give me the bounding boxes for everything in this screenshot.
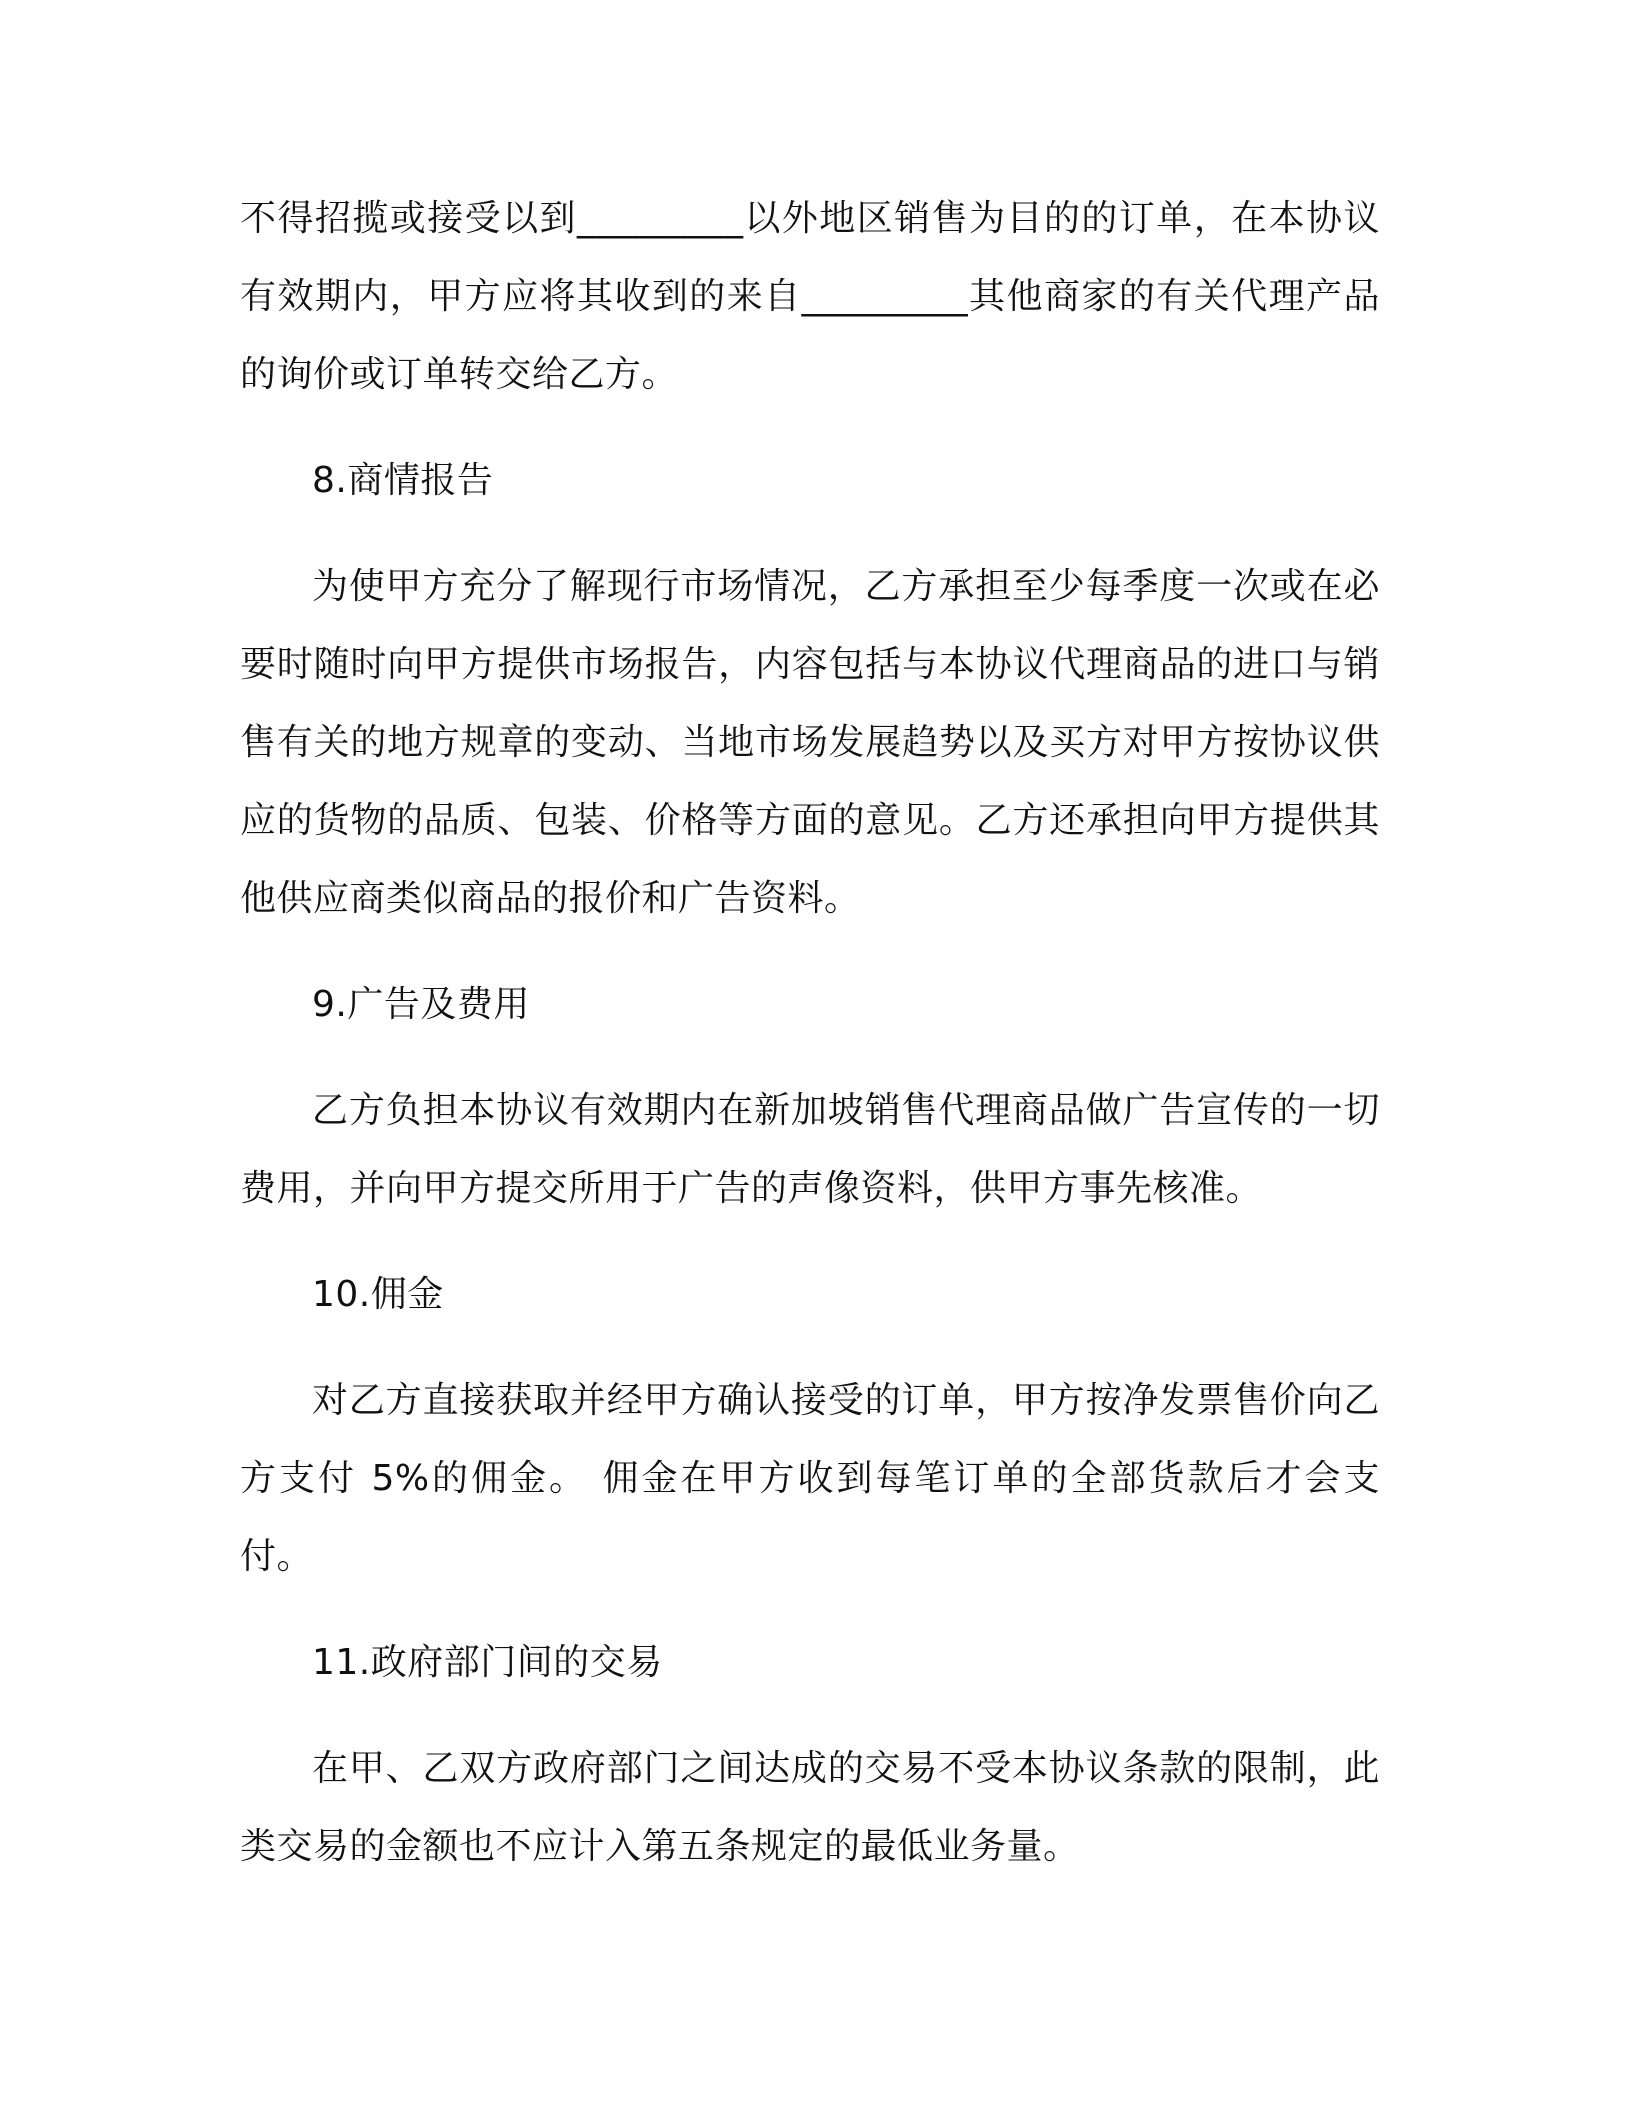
- paragraph-commission: 对乙方直接获取并经甲方确认接受的订单，甲方按净发票售价向乙方支付 5%的佣金。 佣金在甲方收到每笔订单的全部货款后才会支付。: [240, 1380, 1380, 1577]
- heading-commission: 10.佣金: [312, 1274, 444, 1315]
- heading-market-report: 8.商情报告: [312, 460, 494, 501]
- paragraph-government-trade: 在甲、乙双方政府部门之间达成的交易不受本协议条款的限制，此类交易的金额也不应计入第五条规定的最低业务量。: [240, 1748, 1380, 1867]
- document-body: [240, 180, 1380, 1914]
- paragraph-advertising: 乙方负担本协议有效期内在新加坡销售代理商品做广告宣传的一切费用，并向甲方提交所用于广告的声像资料，供甲方事先核准。: [240, 1090, 1380, 1209]
- paragraph-market-report: 为使甲方充分了解现行市场情况，乙方承担至少每季度一次或在必要时随时向甲方提供市场报告，内容包括与本协议代理商品的进口与销售有关的地方规章的变动、当地市场发展趋势以及买方对甲方按协议供应的货物的品质、包装、价格等方面的意见。乙方还承担向甲方提供其他供应商类似商品的报价和广告资料。: [240, 566, 1380, 919]
- paragraph-territory-orders: 不得招揽或接受以到_________以外地区销售为目的的订单，在本协议有效期内，甲方应将其收到的来自_________其他商家的有关代理产品的询价或订单转交给乙方。: [240, 198, 1380, 395]
- heading-government-trade: 11.政府部门间的交易: [312, 1642, 663, 1683]
- heading-advertising: 9.广告及费用: [312, 984, 530, 1025]
